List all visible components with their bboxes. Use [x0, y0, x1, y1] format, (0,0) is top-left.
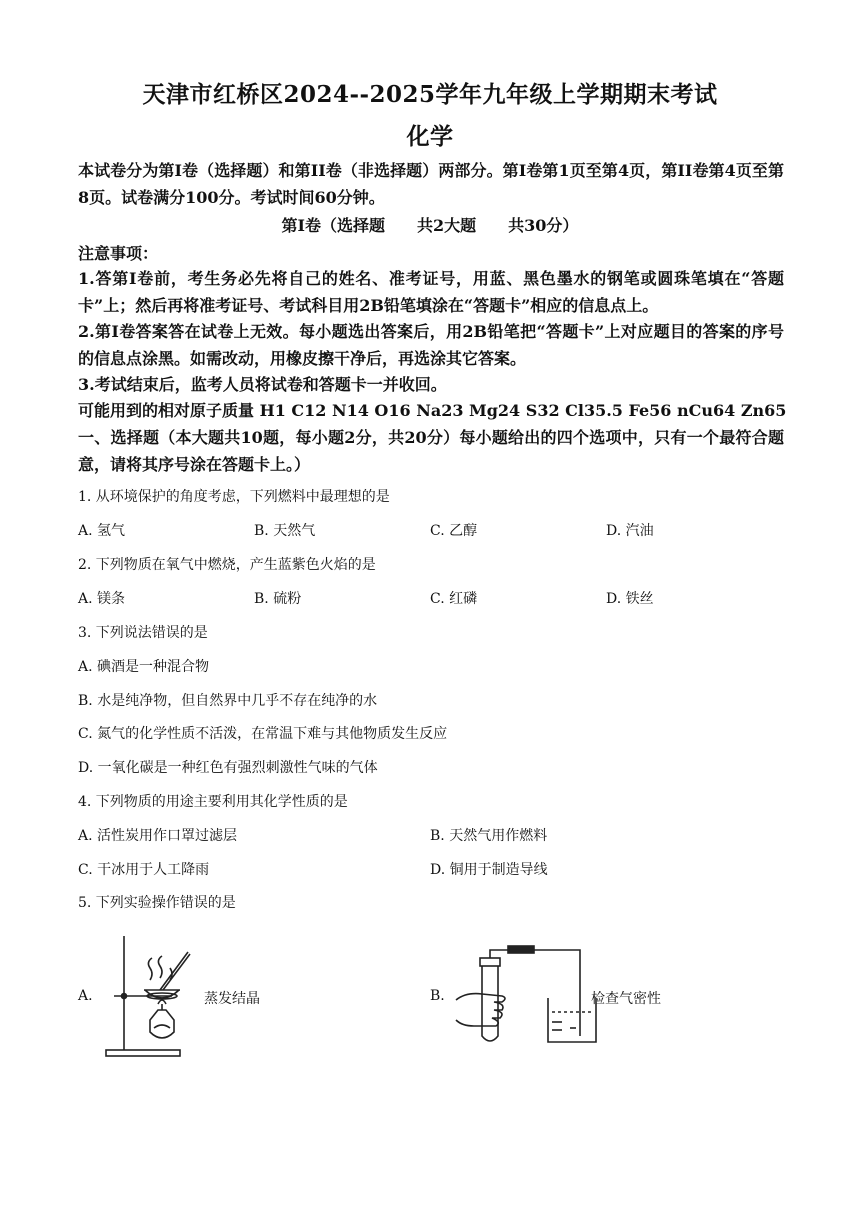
question-option: C. 乙醇: [430, 523, 478, 539]
notice-item: 2.第I卷答案答在试卷上无效。每小题选出答案后，用2B铅笔把“答题卡”上对应题目的答案的序号的信息点涂黑。如需改动，用橡皮擦干净后，再选涂其它答案。: [78, 322, 784, 368]
question-stem: 2. 下列物质在氧气中燃烧，产生蓝紫色火焰的是: [78, 557, 376, 573]
question-stem: 4. 下列物质的用途主要利用其化学性质的是: [78, 794, 348, 810]
notice-item: 3.考试结束后，监考人员将试卷和答题卡一并收回。: [78, 375, 447, 394]
intro-paragraph: 本试卷分为第I卷（选择题）和第II卷（非选择题）两部分。第I卷第1页至第4页，第II卷第4页至第8页。试卷满分100分。考试时间60分钟。: [78, 161, 784, 207]
question-option: D. 铁丝: [606, 591, 654, 607]
evaporation-apparatus-figure: [100, 932, 200, 1062]
question-option: A. 镁条: [78, 591, 126, 607]
question-option: A. 氢气: [78, 523, 126, 539]
exam-title: 天津市红桥区2024--2025学年九年级上学期期末考试: [142, 81, 718, 108]
part1-instructions: 一、选择题（本大题共10题，每小题2分，共20分）每小题给出的四个选项中，只有一个最符合题意，请将其序号涂在答题卡上。）: [78, 428, 784, 474]
option-caption: 检查气密性: [591, 991, 661, 1007]
question-option: D. 一氧化碳是一种红色有强烈刺激性气味的气体: [78, 760, 378, 776]
question-option: D. 汽油: [606, 523, 654, 539]
question-option: B. 水是纯净物，但自然界中几乎不存在纯净的水: [78, 693, 378, 709]
question-stem: 5. 下列实验操作错误的是: [78, 895, 236, 911]
question-option: A.: [78, 988, 93, 1004]
question-stem: 3. 下列说法错误的是: [78, 625, 208, 641]
subject-title: 化学: [406, 123, 454, 150]
question-option: C. 红磷: [430, 591, 478, 607]
notice-item: 1.答第I卷前，考生务必先将自己的姓名、准考证号，用蓝、黑色墨水的钢笔或圆珠笔填在“答题卡”上；然后再将准考证号、考试科目用2B铅笔填涂在“答题卡”相应的信息点上。: [78, 269, 784, 315]
question-option: C. 氮气的化学性质不活泼，在常温下难与其他物质发生反应: [78, 726, 448, 742]
question-option: B. 天然气用作燃料: [430, 828, 548, 844]
option-caption: 蒸发结晶: [204, 991, 260, 1007]
question-option: A. 活性炭用作口罩过滤层: [78, 828, 238, 844]
question-option: B.: [430, 988, 445, 1004]
question-option: A. 碘酒是一种混合物: [78, 659, 210, 675]
question-option: B. 硫粉: [254, 591, 302, 607]
section-header: 第I卷（选择题 共2大题 共30分）: [281, 216, 579, 235]
question-stem: 1. 从环境保护的角度考虑，下列燃料中最理想的是: [78, 489, 390, 505]
gas-tightness-check-figure: [452, 938, 602, 1048]
question-option: D. 铜用于制造导线: [430, 862, 548, 878]
notice-title: 注意事项：: [78, 244, 159, 263]
question-option: B. 天然气: [254, 523, 316, 539]
atomic-masses: 可能用到的相对原子质量 H1 C12 N14 O16 Na23 Mg24 S32 Cl35.5 Fe56 nCu64 Zn65: [78, 401, 787, 420]
question-option: C. 干冰用于人工降雨: [78, 862, 210, 878]
